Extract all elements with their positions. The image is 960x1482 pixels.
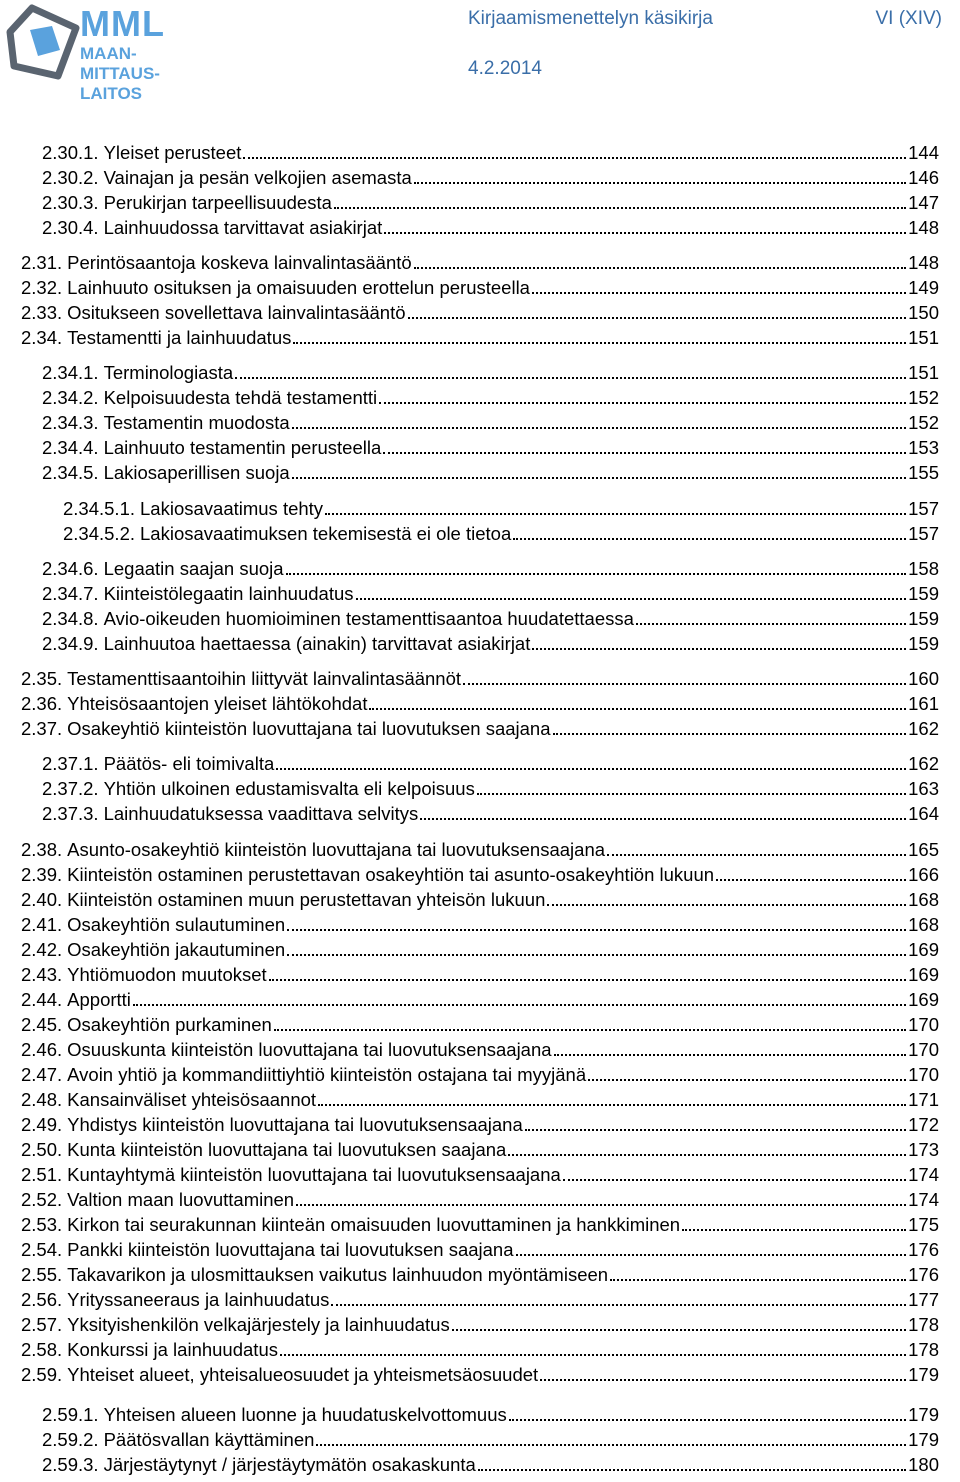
toc-entry-title: Osakeyhtiön jakautuminen	[67, 939, 286, 960]
toc-entry-title: Lakiosavaatimuksen tekemisestä ei ole tietoa	[140, 523, 512, 544]
toc-entry-page: 159	[908, 633, 939, 654]
toc-entry-title: Lainhuuto osituksen ja omaisuuden erottelun perusteella	[67, 277, 530, 298]
toc-entry[interactable]	[0, 409, 960, 434]
toc-entry[interactable]	[0, 1011, 960, 1036]
toc-entry-title: Lainhuuto testamentin perusteella	[103, 437, 382, 458]
toc-entry-page: 169	[908, 964, 939, 985]
toc-entry-number: 2.42.	[21, 939, 63, 960]
toc-entry[interactable]	[0, 520, 960, 545]
toc-entry-title: Lainhuudatuksessa vaadittava selvitys	[103, 803, 419, 824]
toc-entry[interactable]	[0, 1186, 960, 1211]
toc-leader-dots	[280, 1354, 906, 1356]
toc-entry-number: 2.35.	[21, 668, 63, 689]
logo-sub-line-1: MAAN-	[80, 44, 137, 63]
toc-entry-number: 2.34.7.	[42, 583, 99, 604]
toc-leader-dots	[316, 1444, 906, 1446]
toc-entry[interactable]	[0, 1111, 960, 1136]
toc-entry-page: 164	[908, 803, 939, 824]
toc-entry-page: 171	[908, 1089, 939, 1110]
toc-leader-dots	[553, 733, 907, 735]
toc-entry-number: 2.30.2.	[42, 167, 99, 188]
toc-entry[interactable]	[0, 1236, 960, 1261]
toc-leader-dots	[463, 683, 906, 685]
toc-leader-dots	[610, 1279, 906, 1281]
toc-leader-dots	[588, 1079, 906, 1081]
toc-entry-number: 2.37.1.	[42, 753, 99, 774]
toc-entry-title: Avoin yhtiö ja kommandiittiyhtiö kiinteistön ostajana tai myyjänä	[67, 1064, 587, 1085]
toc-entry-title: Järjestäytynyt / järjestäytymätön osakaskunta	[103, 1454, 476, 1475]
toc-entry-title: Testamenttisaantoihin liittyvät lainvalintasäännöt	[67, 668, 462, 689]
toc-entry-title: Yhtiömuodon muutokset	[67, 964, 267, 985]
toc-entry-title: Terminologiasta	[103, 362, 234, 383]
toc-leader-dots	[296, 1204, 906, 1206]
toc-entry[interactable]	[0, 459, 960, 484]
toc-leader-dots	[274, 1029, 906, 1031]
toc-entry-number: 2.52.	[21, 1189, 63, 1210]
toc-entry[interactable]	[0, 665, 960, 690]
toc-entry-page: 173	[908, 1139, 939, 1160]
toc-entry-page: 172	[908, 1114, 939, 1135]
toc-entry[interactable]	[0, 274, 960, 299]
toc-leader-dots	[286, 573, 907, 575]
toc-entry[interactable]	[0, 1286, 960, 1311]
toc-entry-number: 2.31.	[21, 252, 63, 273]
toc-entry-title: Lainhuutoa haettaessa (ainakin) tarvittavat asiakirjat	[103, 633, 531, 654]
toc-entry-page: 176	[908, 1264, 939, 1285]
mml-logo	[0, 0, 180, 103]
toc-entry-number: 2.34.9.	[42, 633, 99, 654]
toc-entry[interactable]	[0, 1086, 960, 1111]
toc-entry-number: 2.53.	[21, 1214, 63, 1235]
toc-entry-title: Yhtiön ulkoinen edustamisvalta eli kelpoisuus	[103, 778, 475, 799]
toc-entry-number: 2.39.	[21, 864, 63, 885]
toc-entry[interactable]	[0, 1211, 960, 1236]
toc-entry-number: 2.59.2.	[42, 1429, 99, 1450]
toc-entry-page: 159	[908, 608, 939, 629]
toc-entry[interactable]	[0, 1161, 960, 1186]
toc-leader-dots	[513, 538, 906, 540]
toc-entry-title: Valtion maan luovuttaminen	[67, 1189, 295, 1210]
toc-entry-page: 162	[908, 718, 939, 739]
toc-leader-dots	[509, 1419, 906, 1421]
toc-entry[interactable]	[0, 1451, 960, 1476]
toc-leader-dots	[287, 954, 906, 956]
toc-entry-page: 161	[908, 693, 939, 714]
toc-entry-page: 159	[908, 583, 939, 604]
toc-entry[interactable]	[0, 580, 960, 605]
toc-entry-title: Yksityishenkilön velkajärjestely ja lainhuudatus	[67, 1314, 450, 1335]
toc-entry-page: 160	[908, 668, 939, 689]
toc-leader-dots	[292, 427, 906, 429]
toc-leader-dots	[452, 1329, 906, 1331]
toc-leader-dots	[383, 452, 906, 454]
toc-leader-dots	[525, 1129, 906, 1131]
toc-entry[interactable]	[0, 886, 960, 911]
toc-leader-dots	[563, 1179, 906, 1181]
toc-entry-title: Testamentti ja lainhuudatus	[67, 327, 292, 348]
toc-entry-page: 163	[908, 778, 939, 799]
toc-entry-page: 179	[908, 1364, 939, 1385]
document-date: 4.2.2014	[468, 58, 542, 79]
toc-leader-dots	[293, 342, 906, 344]
toc-leader-dots	[408, 317, 907, 319]
toc-entry-title: Yhteisen alueen luonne ja huudatuskelvottomuus	[103, 1404, 507, 1425]
toc-entry-number: 2.48.	[21, 1089, 63, 1110]
toc-entry-title: Kirkon tai seurakunnan kiinteän omaisuuden luovuttaminen ja hankkiminen	[67, 1214, 681, 1235]
toc-leader-dots	[478, 1469, 906, 1471]
toc-entry-title: Osakeyhtiö kiinteistön luovuttajana tai luovutuksen saajana	[67, 718, 551, 739]
toc-leader-dots	[287, 929, 906, 931]
toc-entry-page: 165	[908, 839, 939, 860]
toc-entry-title: Kiinteistön ostaminen muun perustettavan yhteisön lukuun	[67, 889, 546, 910]
toc-entry-number: 2.54.	[21, 1239, 63, 1260]
toc-entry-number: 2.44.	[21, 989, 63, 1010]
toc-entry-title: Legaatin saajan suoja	[103, 558, 284, 579]
toc-entry-title: Pankki kiinteistön luovuttajana tai luovutuksen saajana	[67, 1239, 514, 1260]
toc-entry-title: Yhteiset alueet, yhteisalueosuudet ja yhteismetsäosuudet	[67, 1364, 539, 1385]
toc-entry-number: 2.51.	[21, 1164, 63, 1185]
toc-leader-dots	[607, 854, 906, 856]
toc-entry-number: 2.50.	[21, 1139, 63, 1160]
toc-entry-number: 2.34.3.	[42, 412, 99, 433]
toc-leader-dots	[276, 768, 906, 770]
toc-entry-number: 2.40.	[21, 889, 63, 910]
mml-emblem-icon	[2, 4, 84, 86]
toc-entry-number: 2.34.5.1.	[63, 498, 136, 519]
toc-entry-title: Kunta kiinteistön luovuttajana tai luovutuksen saajana	[67, 1139, 507, 1160]
toc-entry[interactable]	[0, 1426, 960, 1451]
toc-entry-title: Kiinteistölegaatin lainhuudatus	[103, 583, 354, 604]
toc-entry-title: Osakeyhtiön purkaminen	[67, 1014, 272, 1035]
toc-entry-title: Päätösvallan käyttäminen	[103, 1429, 315, 1450]
toc-entry-page: 170	[908, 1039, 939, 1060]
toc-entry-title: Päätös- eli toimivalta	[103, 753, 275, 774]
logo-sub-line-3: LAITOS	[80, 84, 143, 103]
toc-leader-dots	[477, 793, 906, 795]
toc-entry-title: Yhdistys kiinteistön luovuttajana tai luovutuksensaajana	[67, 1114, 523, 1135]
logo-main-text: MML	[80, 3, 165, 44]
toc-entry-title: Kansainväliset yhteisösaannot	[67, 1089, 317, 1110]
toc-entry-number: 2.34.1.	[42, 362, 99, 383]
toc-entry-title: Ositukseen sovellettava lainvalintasääntö	[67, 302, 406, 323]
toc-entry-number: 2.34.2.	[42, 387, 99, 408]
toc-entry-number: 2.45.	[21, 1014, 63, 1035]
toc-entry-page: 153	[908, 437, 939, 458]
toc-entry[interactable]	[0, 836, 960, 861]
toc-entry-page: 179	[908, 1429, 939, 1450]
toc-entry-page: 150	[908, 302, 939, 323]
toc-entry-title: Kelpoisuudesta tehdä testamentti	[103, 387, 378, 408]
toc-entry[interactable]	[0, 249, 960, 274]
toc-entry-number: 2.37.	[21, 718, 63, 739]
toc-entry-page: 151	[908, 362, 939, 383]
toc-entry[interactable]	[0, 715, 960, 740]
toc-entry-page: 170	[908, 1064, 939, 1085]
toc-leader-dots	[716, 879, 906, 881]
toc-entry-number: 2.34.5.2.	[63, 523, 136, 544]
toc-entry[interactable]	[0, 1036, 960, 1061]
toc-entry-page: 146	[908, 167, 939, 188]
toc-entry-number: 2.47.	[21, 1064, 63, 1085]
toc-entry-page: 162	[908, 753, 939, 774]
toc-entry[interactable]	[0, 1336, 960, 1361]
toc-entry[interactable]	[0, 800, 960, 825]
toc-entry-number: 2.34.8.	[42, 608, 99, 629]
toc-entry-page: 174	[908, 1164, 939, 1185]
toc-entry-page: 169	[908, 939, 939, 960]
toc-entry-page: 147	[908, 192, 939, 213]
toc-entry-title: Lakiosavaatimus tehty	[140, 498, 324, 519]
toc-entry[interactable]	[0, 1401, 960, 1426]
toc-entry-number: 2.37.2.	[42, 778, 99, 799]
toc-entry-number: 2.30.4.	[42, 217, 99, 238]
toc-entry[interactable]	[0, 1361, 960, 1386]
toc-entry-number: 2.34.	[21, 327, 63, 348]
toc-entry-number: 2.32.	[21, 277, 63, 298]
toc-entry-title: Yrityssaneeraus ja lainhuudatus	[67, 1289, 330, 1310]
toc-entry[interactable]	[0, 936, 960, 961]
toc-entry-title: Vainajan ja pesän velkojien asemasta	[103, 167, 412, 188]
toc-leader-dots	[532, 648, 906, 650]
toc-entry[interactable]	[0, 861, 960, 886]
toc-leader-dots	[384, 232, 906, 234]
toc-entry-title: Takavarikon ja ulosmittauksen vaikutus lainhuudon myöntämiseen	[67, 1264, 609, 1285]
toc-entry-title: Osakeyhtiön sulautuminen	[67, 914, 286, 935]
toc-entry[interactable]	[0, 359, 960, 384]
toc-entry-title: Avio-oikeuden huomioiminen testamenttisaantoa huudatettaessa	[103, 608, 634, 629]
toc-entry-page: 158	[908, 558, 939, 579]
toc-entry-page: 144	[908, 142, 939, 163]
toc-entry-page: 168	[908, 889, 939, 910]
toc-entry-number: 2.38.	[21, 839, 63, 860]
toc-leader-dots	[269, 979, 906, 981]
toc-entry-number: 2.46.	[21, 1039, 63, 1060]
toc-leader-dots	[682, 1229, 906, 1231]
logo-sub-line-2: MITTAUS-	[80, 64, 160, 83]
toc-entry[interactable]	[0, 324, 960, 349]
toc-entry-number: 2.37.3.	[42, 803, 99, 824]
toc-leader-dots	[508, 1154, 906, 1156]
toc-leader-dots	[540, 1379, 906, 1381]
toc-leader-dots	[414, 182, 906, 184]
toc-entry-number: 2.59.3.	[42, 1454, 99, 1475]
toc-leader-dots	[243, 157, 906, 159]
toc-entry-title: Konkurssi ja lainhuudatus	[67, 1339, 278, 1360]
toc-entry-page: 177	[908, 1289, 939, 1310]
toc-entry-page: 176	[908, 1239, 939, 1260]
toc-entry[interactable]	[0, 384, 960, 409]
toc-leader-dots	[516, 1254, 907, 1256]
document-version: VI (XIV)	[875, 8, 942, 29]
toc-entry-page: 157	[908, 523, 939, 544]
toc-entry-page: 152	[908, 412, 939, 433]
toc-entry-page: 152	[908, 387, 939, 408]
toc-entry[interactable]	[0, 1136, 960, 1161]
toc-entry-page: 166	[908, 864, 939, 885]
toc-entry[interactable]	[0, 1311, 960, 1336]
toc-entry-page: 174	[908, 1189, 939, 1210]
toc-entry-number: 2.49.	[21, 1114, 63, 1135]
toc-entry-page: 180	[908, 1454, 939, 1475]
toc-entry-number: 2.59.	[21, 1364, 63, 1385]
toc-entry-title: Apportti	[67, 989, 131, 1010]
toc-entry-title: Lainhuudossa tarvittavat asiakirjat	[103, 217, 383, 238]
toc-entry-title: Perintösaantoja koskeva lainvalintasääntö	[67, 252, 412, 273]
toc-entry[interactable]	[0, 605, 960, 630]
toc-entry-page: 168	[908, 914, 939, 935]
toc-entry-page: 178	[908, 1314, 939, 1335]
toc-entry-number: 2.34.6.	[42, 558, 99, 579]
toc-entry[interactable]	[0, 139, 960, 164]
toc-entry-page: 178	[908, 1339, 939, 1360]
toc-entry-page: 179	[908, 1404, 939, 1425]
toc-entry-page: 170	[908, 1014, 939, 1035]
toc-entry[interactable]	[0, 1061, 960, 1086]
toc-entry[interactable]	[0, 911, 960, 936]
toc-leader-dots	[325, 513, 906, 515]
toc-leader-dots	[379, 402, 906, 404]
toc-leader-dots	[292, 477, 906, 479]
toc-leader-dots	[133, 1004, 906, 1006]
toc-leader-dots	[532, 292, 906, 294]
toc-entry[interactable]	[0, 164, 960, 189]
toc-entry[interactable]	[0, 961, 960, 986]
toc-entry[interactable]	[0, 434, 960, 459]
toc-leader-dots	[356, 598, 907, 600]
toc-entry-page: 157	[908, 498, 939, 519]
toc-leader-dots	[420, 818, 906, 820]
toc-entry-number: 2.33.	[21, 302, 63, 323]
toc-leader-dots	[318, 1104, 906, 1106]
toc-entry-page: 151	[908, 327, 939, 348]
toc-leader-dots	[414, 267, 906, 269]
toc-entry-title: Kuntayhtymä kiinteistön luovuttajana tai luovutuksensaajana	[67, 1164, 561, 1185]
toc-entry[interactable]	[0, 555, 960, 580]
toc-entry[interactable]	[0, 750, 960, 775]
toc-entry[interactable]	[0, 630, 960, 655]
toc-entry-page: 155	[908, 462, 939, 483]
toc-entry-page: 148	[908, 252, 939, 273]
toc-entry[interactable]	[0, 986, 960, 1011]
toc-entry-page: 149	[908, 277, 939, 298]
toc-entry-number: 2.57.	[21, 1314, 63, 1335]
toc-entry[interactable]	[0, 214, 960, 239]
toc-entry-page: 169	[908, 989, 939, 1010]
document-title: Kirjaamismenettelyn käsikirja	[468, 8, 713, 29]
toc-entry-number: 2.36.	[21, 693, 63, 714]
toc-entry-number: 2.58.	[21, 1339, 63, 1360]
toc-entry-number: 2.43.	[21, 964, 63, 985]
toc-entry-title: Lakiosaperillisen suoja	[103, 462, 290, 483]
toc-entry-title: Yleiset perusteet	[103, 142, 242, 163]
toc-entry-title: Kiinteistön ostaminen perustettavan osakeyhtiön tai asunto-osakeyhtiön lukuun	[67, 864, 715, 885]
toc-entry[interactable]	[0, 690, 960, 715]
toc-leader-dots	[554, 1054, 907, 1056]
toc-entry-number: 2.30.3.	[42, 192, 99, 213]
toc-entry-title: Perukirjan tarpeellisuudesta	[103, 192, 332, 213]
toc-entry[interactable]	[0, 495, 960, 520]
toc-entry-number: 2.34.5.	[42, 462, 99, 483]
toc-leader-dots	[235, 377, 906, 379]
toc-entry[interactable]	[0, 775, 960, 800]
toc-entry-number: 2.34.4.	[42, 437, 99, 458]
toc-entry-title: Testamentin muodosta	[103, 412, 290, 433]
toc-entry-page: 175	[908, 1214, 939, 1235]
toc-leader-dots	[331, 1304, 906, 1306]
toc-entry-number: 2.41.	[21, 914, 63, 935]
toc-entry-number: 2.30.1.	[42, 142, 99, 163]
toc-entry-number: 2.56.	[21, 1289, 63, 1310]
toc-entry-number: 2.55.	[21, 1264, 63, 1285]
toc-entry[interactable]	[0, 189, 960, 214]
toc-entry[interactable]	[0, 299, 960, 324]
toc-leader-dots	[547, 904, 906, 906]
toc-entry-title: Asunto-osakeyhtiö kiinteistön luovuttajana tai luovutuksensaajana	[67, 839, 606, 860]
toc-entry-title: Yhteisösaantojen yleiset lähtökohdat	[67, 693, 368, 714]
toc-leader-dots	[636, 623, 906, 625]
toc-leader-dots	[369, 708, 906, 710]
toc-entry-number: 2.59.1.	[42, 1404, 99, 1425]
toc-entry[interactable]	[0, 1261, 960, 1286]
toc-leader-dots	[334, 207, 906, 209]
toc-entry-page: 148	[908, 217, 939, 238]
toc-entry-title: Osuuskunta kiinteistön luovuttajana tai luovutuksensaajana	[67, 1039, 552, 1060]
